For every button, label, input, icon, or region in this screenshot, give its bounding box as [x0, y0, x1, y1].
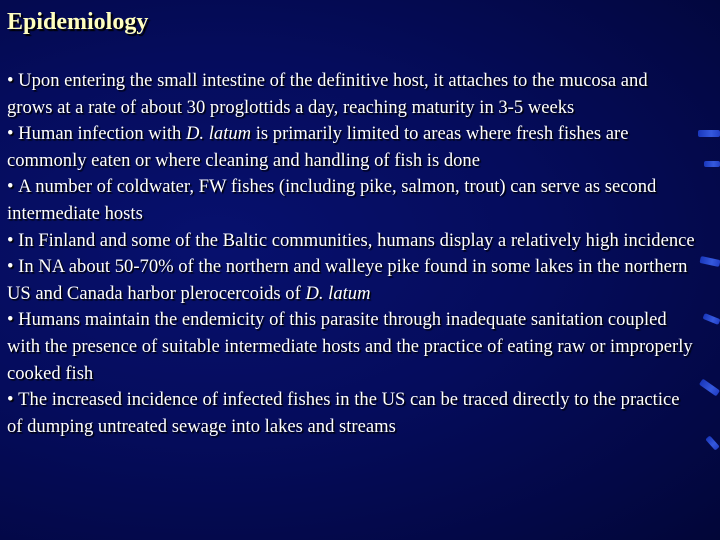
bullet-list	[7, 68, 697, 440]
decorative-dash	[704, 161, 720, 167]
slide-title: Epidemiology	[7, 9, 149, 35]
bullet-item	[7, 121, 697, 174]
decorative-dash	[699, 379, 720, 397]
bullet-item	[7, 68, 697, 121]
bullet-item	[7, 174, 697, 227]
decorative-dash	[699, 256, 720, 267]
decorative-dash	[705, 435, 719, 450]
species-name: D. latum	[305, 282, 371, 304]
bullet-text: In Finland and some of the Baltic communities, humans display a relatively high incidence	[18, 229, 695, 251]
bullet-text: In NA about 50-70% of the northern and walleye pike found in some lakes in the northern US and Canada harbor plerocercoids of	[7, 256, 688, 304]
bullet-item	[7, 228, 697, 255]
bullet-item	[7, 254, 697, 307]
species-name: D. latum	[186, 123, 252, 145]
bullet-text: Human infection with	[18, 123, 186, 145]
decorative-dash	[698, 130, 720, 137]
bullet-item	[7, 387, 697, 440]
bullet-text: Upon entering the small intestine of the definitive host, it attaches to the mucosa and grows at a rate of about 30 proglottids a day, reaching maturity in 3-5 weeks	[7, 70, 648, 118]
bullet-item	[7, 307, 697, 387]
decorative-dash	[702, 313, 720, 325]
bullet-text: The increased incidence of infected fishes in the US can be traced directly to the practice of dumping untreated sewage into lakes and streams	[7, 389, 680, 437]
bullet-text: Humans maintain the endemicity of this parasite through inadequate sanitation coupled with the presence of suitable intermediate hosts and the practice of eating raw or improperly cooked fish	[7, 309, 693, 384]
bullet-text: is primarily limited to areas where fresh fishes are commonly eaten or where cleaning and handling of fish is done	[7, 123, 629, 171]
bullet-text: A number of coldwater, FW fishes (including pike, salmon, trout) can serve as second intermediate hosts	[7, 176, 657, 224]
